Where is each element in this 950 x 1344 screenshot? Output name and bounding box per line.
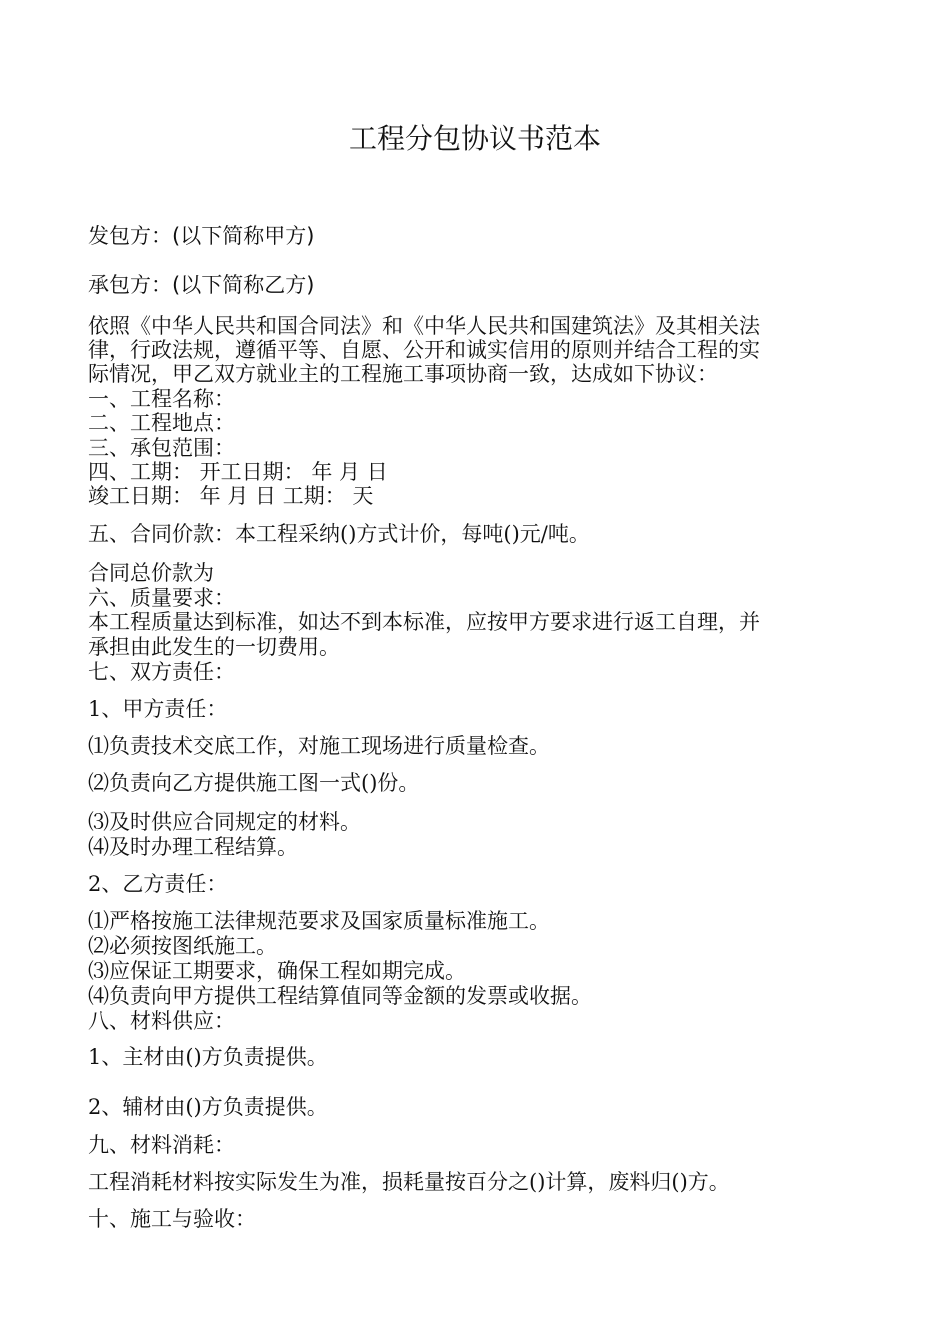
preamble-line-3: 际情况，甲乙双方就业主的工程施工事项协商一致，达成如下协议： [88, 362, 718, 386]
material-supply-heading: 八、材料供应： [88, 1009, 235, 1033]
party-a-responsibilities: 1、甲方责任： [88, 697, 228, 721]
contract-scope: 三、承包范围： [88, 436, 235, 460]
total-contract-price: 合同总价款为 [88, 561, 214, 585]
quality-requirement-heading: 六、质量要求： [88, 586, 235, 610]
party-b-item-3: ⑶应保证工期要求，确保工程如期完成。 [88, 959, 466, 983]
contract-party-b: 承包方：(以下简称乙方) [88, 273, 315, 297]
document-title: 工程分包协议书范本 [348, 122, 601, 155]
quality-requirement-line-1: 本工程质量达到标准，如达不到本标准，应按甲方要求进行返工自理，并 [88, 610, 760, 634]
quality-requirement-line-2: 承担由此发生的一切费用。 [88, 635, 340, 659]
contract-party-a: 发包方：(以下简称甲方) [88, 224, 315, 248]
preamble-line-1: 依照《中华人民共和国合同法》和《中华人民共和国建筑法》及其相关法 [88, 314, 760, 338]
party-b-item-2: ⑵必须按图纸施工。 [88, 934, 277, 958]
party-a-item-3: ⑶及时供应合同规定的材料。 [88, 810, 361, 834]
party-a-item-2: ⑵负责向乙方提供施工图一式()份。 [88, 771, 420, 795]
auxiliary-material-supply: 2、辅材由()方负责提供。 [88, 1095, 328, 1119]
material-consumption-detail: 工程消耗材料按实际发生为准，损耗量按百分之()计算，废料归()方。 [88, 1170, 730, 1194]
project-name: 一、工程名称： [88, 387, 235, 411]
construction-acceptance-heading: 十、施工与验收： [88, 1207, 256, 1231]
preamble-line-2: 律，行政法规，遵循平等、自愿、公开和诚实信用的原则并结合工程的实 [88, 338, 760, 362]
party-a-item-4: ⑷及时办理工程结算。 [88, 835, 298, 859]
contract-price: 五、合同价款：本工程采纳()方式计价，每吨()元/吨。 [88, 522, 590, 546]
material-consumption-heading: 九、材料消耗： [88, 1133, 235, 1157]
party-b-item-4: ⑷负责向甲方提供工程结算值同等金额的发票或收据。 [88, 984, 592, 1008]
construction-period: 四、工期： 开工日期： 年 月 日 [88, 460, 388, 484]
responsibilities-heading: 七、双方责任： [88, 660, 235, 684]
completion-date: 竣工日期： 年 月 日 工期： 天 [88, 484, 374, 508]
project-location: 二、工程地点： [88, 411, 235, 435]
party-b-responsibilities: 2、乙方责任： [88, 872, 228, 896]
party-a-item-1: ⑴负责技术交底工作，对施工现场进行质量检查。 [88, 734, 550, 758]
main-material-supply: 1、主材由()方负责提供。 [88, 1045, 328, 1069]
party-b-item-1: ⑴严格按施工法律规范要求及国家质量标准施工。 [88, 909, 550, 933]
